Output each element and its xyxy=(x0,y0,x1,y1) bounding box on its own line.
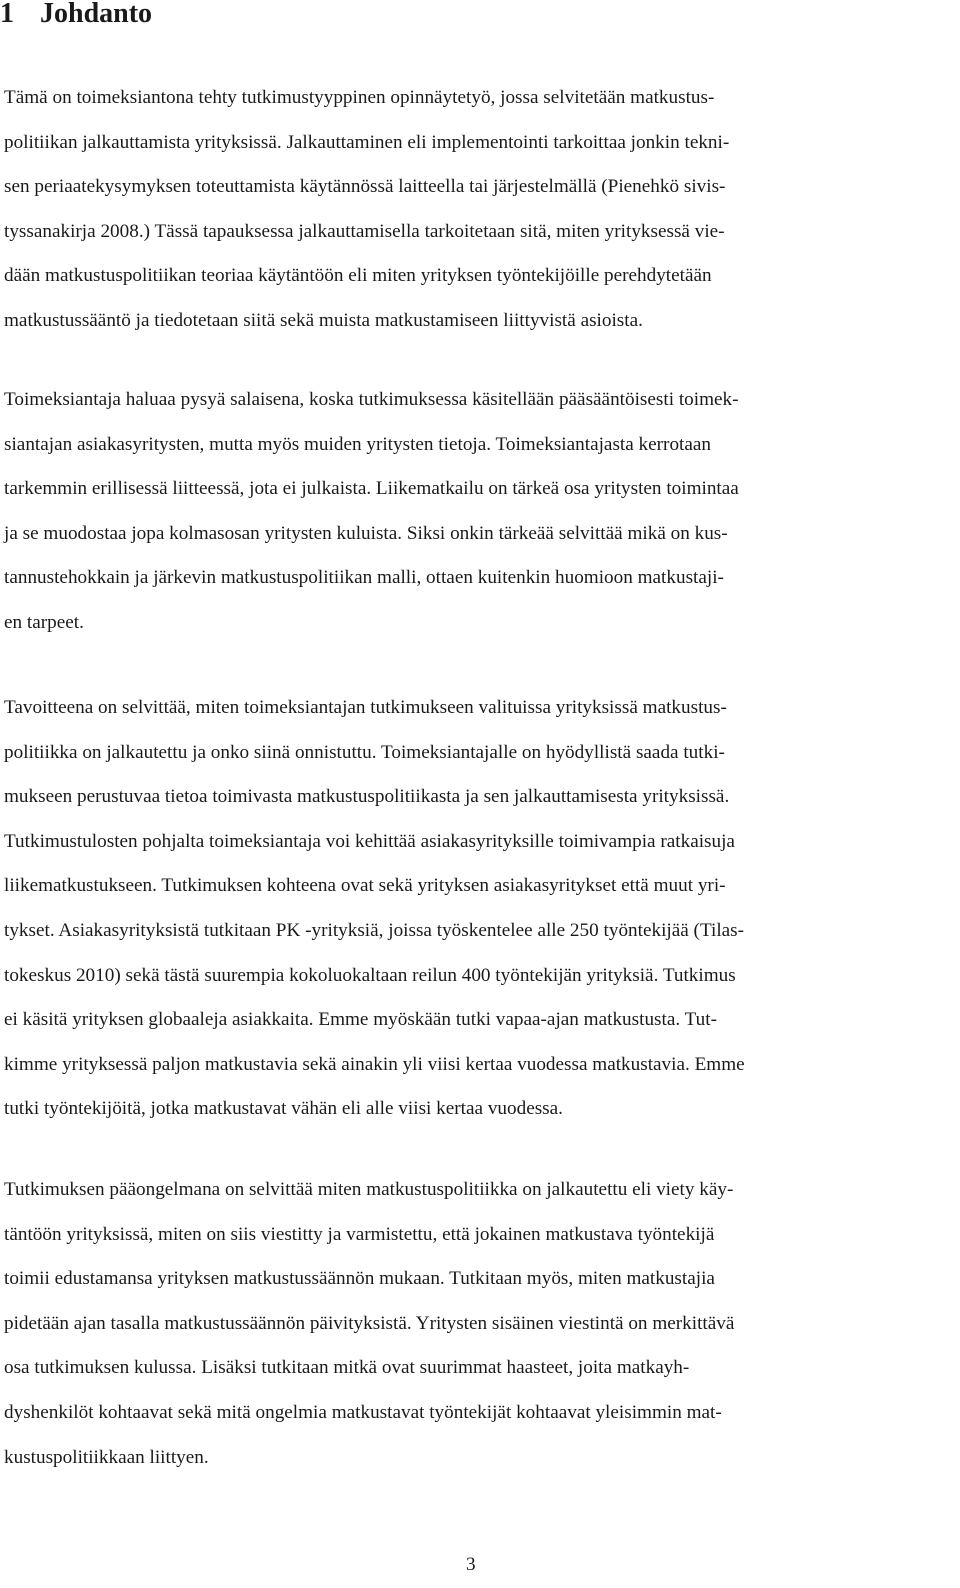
chapter-number: 1 xyxy=(0,0,14,29)
paragraph-line: matkustussääntö ja tiedotetaan siitä sekä muista matkustamiseen liittyvistä asioista. xyxy=(4,309,643,331)
paragraph-line: en tarpeet. xyxy=(4,611,84,633)
paragraph-line: siantajan asiakasyritysten, mutta myös muiden yritysten tietoja. Toimeksiantajasta kerrotaan xyxy=(4,433,711,455)
paragraph-line: liikematkustukseen. Tutkimuksen kohteena ovat sekä yrityksen asiakasyritykset että muut yri- xyxy=(4,875,726,897)
paragraph-line: tykset. Asiakasyrityksistä tutkitaan PK -yrityksiä, joissa työskentelee alle 250 työntekijää (Tilas- xyxy=(4,919,745,941)
paragraph-line: kimme yrityksessä paljon matkustavia sekä ainakin yli viisi kertaa vuodessa matkustavia. Emme xyxy=(4,1053,745,1075)
paragraph-line: tyssanakirja 2008.) Tässä tapauksessa jalkauttamisella tarkoitetaan sitä, miten yrityksessä vie- xyxy=(4,220,725,242)
paragraph-client xyxy=(4,378,739,646)
paragraph-line: dyshenkilöt kohtaavat sekä mitä ongelmia matkustavat työntekijät kohtaavat yleisimmin mat- xyxy=(4,1401,722,1423)
paragraph-goals xyxy=(4,686,745,1132)
paragraph-line: Tavoitteena on selvittää, miten toimeksiantajan tutkimukseen valituissa yrityksissä matkustus- xyxy=(4,697,727,718)
chapter-title: Johdanto xyxy=(40,0,153,29)
paragraph-line: pidetään ajan tasalla matkustussäännön päivityksistä. Yritysten sisäinen viestintä on merkittävä xyxy=(4,1312,735,1334)
paragraph-line: tarkemmin erillisessä liitteessä, jota ei julkaista. Liikematkailu on tärkeä osa yritysten toimintaa xyxy=(4,478,739,500)
paragraph-line: täntöön yrityksissä, miten on siis viestitty ja varmistettu, että jokainen matkustava työntekijä xyxy=(4,1223,715,1245)
paragraph-line: tannustehokkain ja järkevin matkustuspolitiikan malli, ottaen kuitenkin huomioon matkustaji- xyxy=(4,567,724,589)
paragraph-line: osa tutkimuksen kulussa. Lisäksi tutkitaan mitkä ovat suurimmat haasteet, joita matkayh- xyxy=(4,1357,690,1379)
paragraph-line: dään matkustuspolitiikan teoriaa käytäntöön eli miten yrityksen työntekijöille perehdytetään xyxy=(4,265,712,287)
paragraph-line: sen periaatekysymyksen toteuttamista käytännössä laitteella tai järjestelmällä (Pienehkö sivis- xyxy=(4,176,726,198)
paragraph-line: politiikka on jalkautettu ja onko siinä onnistuttu. Toimeksiantajalle on hyödyllistä saada tutki- xyxy=(4,741,725,763)
paragraph-line: politiikan jalkauttamista yrityksissä. Jalkauttaminen eli implementointi tarkoittaa jonkin tekni- xyxy=(4,131,730,153)
paragraph-line: Tutkimuksen pääongelmana on selvittää miten matkustuspolitiikka on jalkautettu eli viety käy- xyxy=(4,1179,734,1200)
page-number: 3 xyxy=(466,1554,476,1575)
paragraph-intro xyxy=(4,76,729,344)
chapter-heading xyxy=(0,0,152,34)
paragraph-line: Tämä on toimeksiantona tehty tutkimustyyppinen opinnäytetyö, jossa selvitetään matkustus- xyxy=(4,87,715,108)
paragraph-line: Tutkimustulosten pohjalta toimeksiantaja voi kehittää asiakasyrityksille toimivampia ratkaisuja xyxy=(4,830,735,852)
paragraph-line: mukseen perustuvaa tietoa toimivasta matkustuspolitiikasta ja sen jalkauttamisesta yrityksissä. xyxy=(4,786,730,808)
paragraph-line: toimii edustamansa yrityksen matkustussäännön mukaan. Tutkitaan myös, miten matkustajia xyxy=(4,1268,715,1290)
paragraph-line: tokeskus 2010) sekä tästä suurempia kokoluokaltaan reilun 400 työntekijän yrityksiä. Tutkimus xyxy=(4,964,736,986)
paragraph-line: ei käsitä yrityksen globaaleja asiakkaita. Emme myöskään tutki vapaa-ajan matkustusta. Tut- xyxy=(4,1009,717,1031)
paragraph-research-problem xyxy=(4,1168,734,1480)
paragraph-line: tutki työntekijöitä, jotka matkustavat vähän eli alle viisi kertaa vuodessa. xyxy=(4,1098,563,1120)
paragraph-line: ja se muodostaa jopa kolmasosan yritysten kuluista. Siksi onkin tärkeää selvittää mikä on kus- xyxy=(4,522,728,544)
paragraph-line: Toimeksiantaja haluaa pysyä salaisena, koska tutkimuksessa käsitellään pääsääntöisesti toimek- xyxy=(4,389,739,410)
paragraph-line: kustuspolitiikkaan liittyen. xyxy=(4,1446,209,1468)
